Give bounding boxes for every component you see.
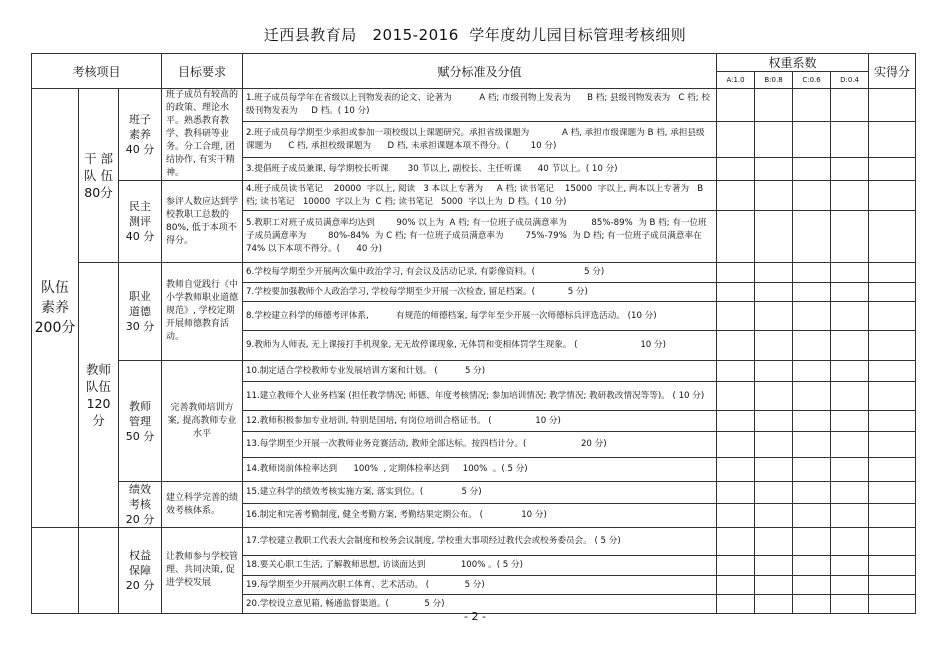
weight-cell[interactable] [755,361,793,382]
weight-cell[interactable] [755,158,793,181]
weight-cell[interactable] [793,503,831,527]
weight-cell[interactable] [755,411,793,432]
section-team-quality-continued [32,576,79,595]
group-ethics-goal: 教师自觉践行《中小学教师职业道德规范》, 学校定期开展师德教育活动。 [162,263,243,361]
criterion-19: 19.每学期至少开展两次职工体育、艺术活动。 ( 5 分) [243,576,717,595]
score-cell[interactable] [869,331,916,361]
weight-cell[interactable] [755,482,793,504]
weight-cell[interactable] [831,302,869,331]
criterion-14: 14.教师岗前体检率达到 100% , 定期体检率达到 100% 。( 5 分) [243,458,717,482]
group-ethics-label: 职业 道德 30 分 [119,263,162,361]
score-cell[interactable] [869,382,916,411]
weight-cell[interactable] [793,331,831,361]
criterion-9: 9.教师为人师表, 无上课接打手机现象, 无无故停课现象, 无体罚和变相体罚学生现象。 ( 10 分) [243,331,717,361]
weight-cell[interactable] [831,411,869,432]
weight-cell[interactable] [755,528,793,556]
weight-cell[interactable] [831,158,869,181]
weight-cell[interactable] [793,528,831,556]
section-teacher-team-continued [79,576,119,595]
weight-cell[interactable] [831,361,869,382]
weight-cell[interactable] [793,263,831,283]
score-cell[interactable] [869,576,916,595]
group-performance-goal: 建立科学完善的绩效考核体系。 [162,482,243,528]
weight-cell[interactable] [755,503,793,527]
weight-cell[interactable] [793,556,831,576]
score-cell[interactable] [869,411,916,432]
weight-cell[interactable] [831,382,869,411]
weight-cell[interactable] [831,283,869,302]
group-training-label: 教师 管理 50 分 [119,361,162,482]
weight-cell[interactable] [717,458,755,482]
criterion-7: 7.学校要加强教师个人政治学习, 学校每学期至少开展一次检查, 留足档案。( 5 分) [243,283,717,302]
group-democratic-eval-label: 民主 测评 40 分 [119,181,162,263]
weight-cell[interactable] [755,432,793,458]
header-goal: 目标要求 [162,54,243,89]
criterion-17: 17.学校建立教职工代表大会制度和校务会议制度, 学校重大事项经过教代会或校务委员会。 ( 5 分) [243,528,717,556]
weight-d: D:0.4 [831,72,869,89]
weight-cell[interactable] [831,263,869,283]
weight-cell[interactable] [831,458,869,482]
criterion-15: 15.建立科学的绩效考核实施方案, 落实到位。( 5 分) [243,482,717,504]
weight-cell[interactable] [793,181,831,211]
weight-cell[interactable] [793,211,831,263]
weight-cell[interactable] [755,89,793,122]
weight-cell[interactable] [793,121,831,157]
header-weight: 权重系数 [717,54,869,72]
weight-cell[interactable] [717,556,755,576]
criterion-3: 3.提倡班子成员兼课, 每学期校长听课 30 节以上, 副校长、主任听课 40 节以上。( 10 分) [243,158,717,181]
group-democratic-eval-goal: 参评人数应达到学校教职工总数的 80%, 低于本项不得分。 [162,181,243,263]
weight-a: A:1.0 [717,72,755,89]
weight-cell[interactable] [755,458,793,482]
group-cadre-quality-goal: 班子成员有较高的的政策、理论水平。熟悉教育教学、教科研等业务。分工合理, 团结协作, 有实干精神。 [162,89,243,181]
weight-cell[interactable] [793,482,831,504]
weight-cell[interactable] [755,211,793,263]
score-cell[interactable] [869,283,916,302]
criterion-6: 6.学校每学期至少开展两次集中政治学习, 有会议及活动记录, 有影像资料。( 5 分) [243,263,717,283]
weight-cell[interactable] [755,331,793,361]
weight-cell[interactable] [755,302,793,331]
score-cell[interactable] [869,528,916,556]
weight-cell[interactable] [831,211,869,263]
weight-cell[interactable] [793,89,831,122]
score-cell[interactable] [869,158,916,181]
section-team-quality: 队伍 素养 200分 [32,89,79,528]
group-rights-label: 权益 保障 20 分 [119,528,162,614]
weight-cell[interactable] [717,382,755,411]
weight-cell[interactable] [831,528,869,556]
weight-cell[interactable] [755,181,793,211]
weight-cell[interactable] [793,432,831,458]
section-team-quality-continued [32,556,79,576]
weight-cell[interactable] [793,458,831,482]
weight-cell[interactable] [755,382,793,411]
section-teacher-team-continued [79,556,119,576]
score-cell[interactable] [869,263,916,283]
weight-cell[interactable] [717,361,755,382]
weight-cell[interactable] [793,576,831,595]
score-cell[interactable] [869,211,916,263]
score-cell[interactable] [869,556,916,576]
weight-cell[interactable] [793,382,831,411]
assessment-table [31,53,916,614]
weight-cell[interactable] [793,361,831,382]
weight-cell[interactable] [793,302,831,331]
score-cell[interactable] [869,121,916,157]
criterion-20: 20.学校设立意见箱, 畅通监督渠道。( 5 分) [243,595,717,614]
section-cadre-team: 干 部 队 伍 80分 [79,89,119,263]
score-cell[interactable] [869,181,916,211]
criterion-5: 5.教职工对班子成员满意率均达到 90% 以上为 A 档; 有一位班子成员满意率为 85%-89% 为 B 档; 有一位班子成员满意率为 80%-84% 为 C 档; 有一位班子成员满意率为 75%-79% 为 D 档; 有一位班子成员满意率在 74% 以下本项不得分。( 40 分) [243,211,717,263]
group-performance-label: 绩效 考核 20 分 [119,482,162,528]
criterion-8: 8.学校建立科学的师德考评体系, 有规范的师德档案, 每学年至少开展一次师德标兵评选活动。 (10 分) [243,302,717,331]
criterion-1: 1.班子成员每学年在省级以上刊物发表的论文、论著为 A 档; 市级刊物上发表为 B 档; 县级刊物发表为 C 档; 校级刊物发表为 D 档。( 10 分) [243,89,717,122]
group-rights-goal: 让教师参与学校管理、共同决策, 促进学校发展 [162,528,243,614]
weight-cell[interactable] [755,556,793,576]
weight-cell[interactable] [755,283,793,302]
weight-c: C:0.6 [793,72,831,89]
header-item: 考核项目 [32,54,162,89]
section-teacher-team: 教师 队伍 120 分 [79,263,119,528]
weight-cell[interactable] [717,121,755,157]
weight-cell[interactable] [755,263,793,283]
weight-cell[interactable] [831,503,869,527]
score-cell[interactable] [869,458,916,482]
section-teacher-team-continued [79,528,119,556]
group-cadre-quality-label: 班子 素养 40 分 [119,89,162,181]
weight-cell[interactable] [717,89,755,122]
weight-cell[interactable] [717,181,755,211]
weight-cell[interactable] [755,121,793,157]
section-team-quality-continued [32,528,79,556]
weight-cell[interactable] [717,331,755,361]
group-training-goal: 完善教师培训方案, 提高教师专业水平 [162,361,243,482]
weight-cell[interactable] [793,158,831,181]
score-cell[interactable] [869,503,916,527]
header-score: 实得分 [869,54,916,89]
weight-cell[interactable] [717,411,755,432]
weight-cell[interactable] [717,576,755,595]
weight-cell[interactable] [831,482,869,504]
page-number: - 2 - [464,610,486,623]
weight-cell[interactable] [755,576,793,595]
weight-cell[interactable] [831,576,869,595]
score-cell[interactable] [869,432,916,458]
criterion-18: 18.要关心职工生活, 了解教师思想, 访谈面达到 100% 。( 5 分) [243,556,717,576]
criterion-16: 16.制定和完善考勤制度, 健全考勤方案, 考勤结果定期公布。 ( 10 分) [243,503,717,527]
criterion-12: 12.教师积极参加专业培训, 特别是国培, 有岗位培训合格证书。 ( 10 分) [243,411,717,432]
weight-b: B:0.8 [755,72,793,89]
weight-cell[interactable] [831,556,869,576]
weight-cell[interactable] [717,211,755,263]
weight-cell[interactable] [793,411,831,432]
score-cell[interactable] [869,361,916,382]
score-cell[interactable] [869,302,916,331]
weight-cell[interactable] [717,503,755,527]
weight-cell[interactable] [717,283,755,302]
document-title: 迁西县教育局 2015-2016 学年度幼儿园目标管理考核细则 [263,26,687,44]
score-cell[interactable] [869,482,916,504]
weight-cell[interactable] [831,121,869,157]
weight-cell[interactable] [717,302,755,331]
criterion-10: 10.制定适合学校教师专业发展培训方案和计划。 ( 5 分) [243,361,717,382]
criterion-4: 4.班子成员读书笔记 20000 字以上, 阅读 3 本以上专著为 A 档; 读书笔记 15000 字以上, 两本以上专著为 B 档; 读书笔记 10000 字以上为 C 档; 读书笔记 5000 字以上为 D 档。( 10 分) [243,181,717,211]
weight-cell[interactable] [831,432,869,458]
header-criteria: 赋分标准及分值 [243,54,717,89]
criterion-11: 11.建立教师个人业务档案 (担任教学情况; 师德、年度考核情况; 参加培训情况; 教学情况; 教研教改情况等等)。 ( 10 分) [243,382,717,411]
weight-cell[interactable] [831,331,869,361]
weight-cell[interactable] [793,283,831,302]
criterion-2: 2.班子成员每学期至少承担或参加一项校级以上课题研究。承担省级课题为 A 档, 承担市级课题为 B 档, 承担县级课题为 C 档, 承担校级课题为 D 档, 未承担课题本项不得分。( 10 分) [243,121,717,157]
criterion-13: 13.每学期至少开展一次教师业务竞赛活动, 教师全部达标。按四档计分。( 20 分) [243,432,717,458]
weight-cell[interactable] [831,89,869,122]
weight-cell[interactable] [831,181,869,211]
weight-cell[interactable] [717,528,755,556]
weight-cell[interactable] [717,482,755,504]
score-cell[interactable] [869,89,916,122]
weight-cell[interactable] [717,158,755,181]
weight-cell[interactable] [717,263,755,283]
weight-cell[interactable] [717,432,755,458]
